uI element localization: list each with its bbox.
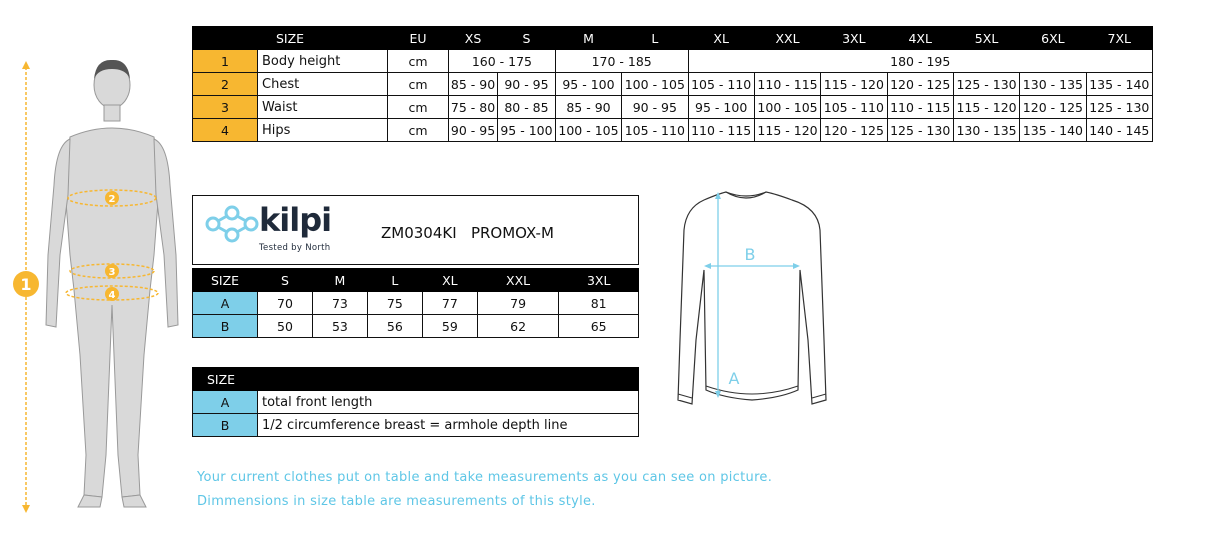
size-chart-header-row bbox=[193, 27, 1153, 50]
shirt-measurement-drawing bbox=[668, 190, 833, 420]
table-cell: 95 - 100 bbox=[688, 96, 754, 119]
style-header-xxl: XXL bbox=[477, 269, 559, 292]
table-cell: 85 - 90 bbox=[449, 73, 498, 96]
table-cell: 75 - 80 bbox=[449, 96, 498, 119]
table-cell: 140 - 145 bbox=[1086, 119, 1152, 142]
table-cell: 95 - 100 bbox=[555, 73, 621, 96]
table-cell: 115 - 120 bbox=[754, 119, 820, 142]
table-cell: 105 - 110 bbox=[821, 96, 887, 119]
table-cell: 120 - 125 bbox=[887, 73, 953, 96]
shirt-marker-b: B bbox=[744, 245, 756, 264]
table-cell: 125 - 130 bbox=[1086, 96, 1152, 119]
table-cell: 105 - 110 bbox=[688, 73, 754, 96]
size-chart-header-xxl: XXL bbox=[754, 27, 820, 50]
size-chart-header-xs: XS bbox=[449, 27, 498, 50]
table-cell: 125 - 130 bbox=[953, 73, 1019, 96]
table-cell: 79 bbox=[477, 292, 559, 315]
size-chart-header-7xl: 7XL bbox=[1086, 27, 1152, 50]
table-cell: 110 - 115 bbox=[887, 96, 953, 119]
table-cell: 180 - 195 bbox=[688, 50, 1153, 73]
size-chart-header-s: S bbox=[498, 27, 556, 50]
table-cell: 85 - 90 bbox=[555, 96, 621, 119]
table-cell: 160 - 175 bbox=[449, 50, 556, 73]
table-cell: 56 bbox=[367, 315, 422, 338]
table-cell: 135 - 140 bbox=[1020, 119, 1086, 142]
row-key: A bbox=[193, 391, 258, 414]
table-cell: 100 - 105 bbox=[754, 96, 820, 119]
marker-4 bbox=[105, 287, 119, 301]
instruction-note: Dimmensions in size table are measurements of this style. bbox=[197, 494, 596, 509]
svg-text:3: 3 bbox=[108, 267, 116, 278]
table-cell: 90 - 95 bbox=[622, 96, 688, 119]
shirt-marker-a: A bbox=[728, 369, 740, 388]
size-chart-row-waist bbox=[193, 96, 1153, 119]
size-chart-header-6xl: 6XL bbox=[1020, 27, 1086, 50]
row-index: 3 bbox=[193, 96, 258, 119]
table-cell: 115 - 120 bbox=[821, 73, 887, 96]
size-chart-header-5xl: 5XL bbox=[953, 27, 1019, 50]
row-unit: cm bbox=[388, 119, 449, 142]
row-index: 2 bbox=[193, 73, 258, 96]
row-label: Chest bbox=[258, 73, 388, 96]
legend-row-a bbox=[193, 391, 639, 414]
marker-2 bbox=[105, 191, 119, 205]
table-cell: 50 bbox=[258, 315, 313, 338]
table-cell: 130 - 135 bbox=[953, 119, 1019, 142]
table-cell: 70 bbox=[258, 292, 313, 315]
product-code: ZM0304KI bbox=[381, 224, 457, 242]
marker-3 bbox=[105, 264, 119, 278]
product-title bbox=[381, 224, 554, 242]
style-header-size: SIZE bbox=[193, 269, 258, 292]
table-cell: 65 bbox=[559, 315, 639, 338]
table-cell: 115 - 120 bbox=[953, 96, 1019, 119]
size-chart-header-xl: XL bbox=[688, 27, 754, 50]
table-cell: 110 - 115 bbox=[754, 73, 820, 96]
table-cell: 81 bbox=[559, 292, 639, 315]
size-chart-header-3xl: 3XL bbox=[821, 27, 887, 50]
style-table-header-row bbox=[193, 269, 639, 292]
row-key: B bbox=[193, 315, 258, 338]
size-chart-header-4xl: 4XL bbox=[887, 27, 953, 50]
style-header-3xl: 3XL bbox=[559, 269, 639, 292]
svg-text:1: 1 bbox=[20, 275, 32, 294]
instruction-note: Your current clothes put on table and take measurements as you can see on picture. bbox=[197, 470, 773, 485]
table-cell: 105 - 110 bbox=[622, 119, 688, 142]
table-cell: 80 - 85 bbox=[498, 96, 556, 119]
table-cell: 125 - 130 bbox=[887, 119, 953, 142]
style-header-l: L bbox=[367, 269, 422, 292]
row-unit: cm bbox=[388, 50, 449, 73]
product-header bbox=[192, 195, 639, 265]
legend-description: 1/2 circumference breast = armhole depth line bbox=[258, 414, 639, 437]
table-cell: 90 - 95 bbox=[449, 119, 498, 142]
style-header-m: M bbox=[312, 269, 367, 292]
table-cell: 75 bbox=[367, 292, 422, 315]
size-chart-header-l: L bbox=[622, 27, 688, 50]
row-key: B bbox=[193, 414, 258, 437]
row-unit: cm bbox=[388, 96, 449, 119]
table-cell: 73 bbox=[312, 292, 367, 315]
style-measurement-table bbox=[192, 268, 639, 338]
table-cell: 59 bbox=[422, 315, 477, 338]
product-name: PROMOX-M bbox=[470, 224, 554, 242]
style-row-a bbox=[193, 292, 639, 315]
table-cell: 170 - 185 bbox=[555, 50, 688, 73]
legend-header-row bbox=[193, 368, 639, 391]
size-chart-header-size: SIZE bbox=[193, 27, 388, 50]
legend-row-b bbox=[193, 414, 639, 437]
size-chart-header-eu: EU bbox=[388, 27, 449, 50]
row-label: Body height bbox=[258, 50, 388, 73]
body-measurement-figure bbox=[0, 55, 185, 515]
row-label: Waist bbox=[258, 96, 388, 119]
row-unit: cm bbox=[388, 73, 449, 96]
legend-header-size: SIZE bbox=[193, 368, 639, 391]
style-header-s: S bbox=[258, 269, 313, 292]
row-label: Hips bbox=[258, 119, 388, 142]
brand-tagline: Tested by North bbox=[259, 243, 331, 253]
table-cell: 100 - 105 bbox=[622, 73, 688, 96]
table-cell: 95 - 100 bbox=[498, 119, 556, 142]
legend-description: total front length bbox=[258, 391, 639, 414]
kilpi-knot-logo-icon bbox=[201, 204, 263, 244]
size-chart-header-m: M bbox=[555, 27, 621, 50]
table-cell: 120 - 125 bbox=[1020, 96, 1086, 119]
size-chart-row-chest bbox=[193, 73, 1153, 96]
row-index: 1 bbox=[193, 50, 258, 73]
size-chart-row-body-height bbox=[193, 50, 1153, 73]
row-index: 4 bbox=[193, 119, 258, 142]
marker-1 bbox=[13, 271, 39, 297]
row-key: A bbox=[193, 292, 258, 315]
table-cell: 110 - 115 bbox=[688, 119, 754, 142]
table-cell: 120 - 125 bbox=[821, 119, 887, 142]
table-cell: 53 bbox=[312, 315, 367, 338]
size-chart-table bbox=[192, 26, 1153, 142]
brand-wordmark: kilpi bbox=[259, 201, 332, 239]
table-cell: 62 bbox=[477, 315, 559, 338]
style-row-b bbox=[193, 315, 639, 338]
style-header-xl: XL bbox=[422, 269, 477, 292]
svg-text:4: 4 bbox=[108, 290, 116, 301]
svg-text:2: 2 bbox=[108, 194, 116, 205]
size-chart-row-hips bbox=[193, 119, 1153, 142]
table-cell: 100 - 105 bbox=[555, 119, 621, 142]
table-cell: 135 - 140 bbox=[1086, 73, 1152, 96]
table-cell: 90 - 95 bbox=[498, 73, 556, 96]
table-cell: 130 - 135 bbox=[1020, 73, 1086, 96]
table-cell: 77 bbox=[422, 292, 477, 315]
measurement-legend-table bbox=[192, 367, 639, 437]
